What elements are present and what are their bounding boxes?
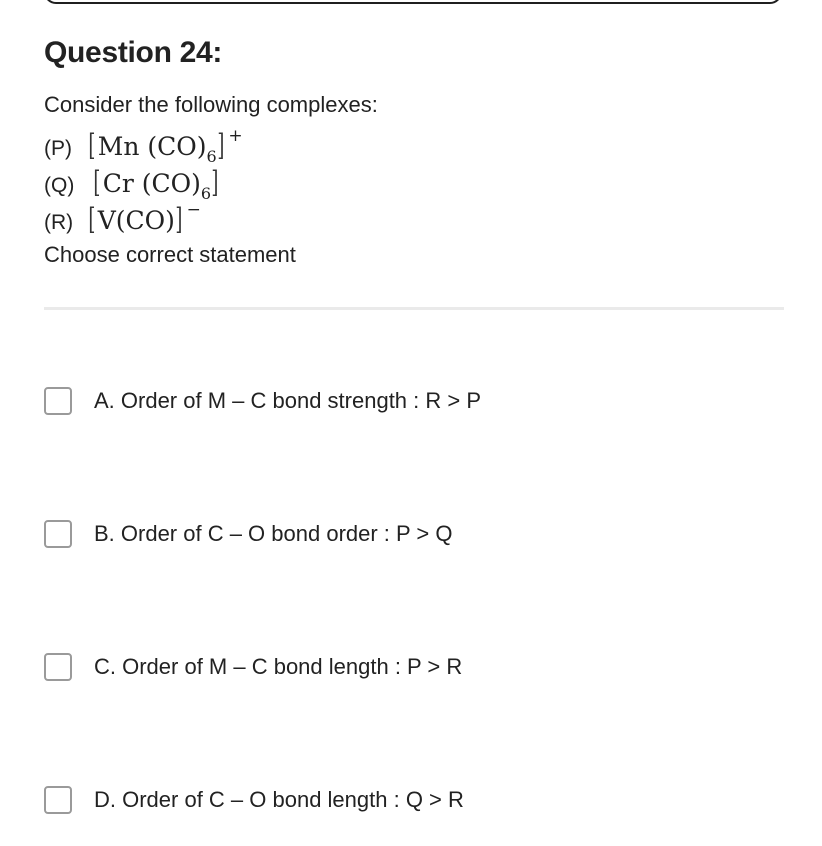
- complex-r: [44, 202, 201, 237]
- option-c[interactable]: [44, 653, 462, 681]
- question-intro: Consider the following complexes:: [44, 92, 378, 117]
- option-d-checkbox[interactable]: [44, 786, 72, 814]
- option-c-label[interactable]: C. Order of M – C bond length : P > R: [94, 654, 463, 679]
- option-c-checkbox[interactable]: [44, 653, 72, 681]
- complex-formula: [Mn $(CO)_6$] +: [88, 126, 243, 166]
- complex-p: [44, 126, 243, 166]
- previous-card-edge: [44, 0, 782, 4]
- complex-label: (Q): [44, 174, 75, 197]
- complex-formula: [V(CO)] −: [88, 200, 201, 237]
- option-b-label[interactable]: B. Order of C – O bond order : P > Q: [94, 521, 453, 546]
- option-d[interactable]: [44, 786, 464, 814]
- option-a[interactable]: [44, 387, 481, 415]
- complex-q: [44, 165, 223, 203]
- option-d-label[interactable]: D. Order of C – O bond length : Q > R: [94, 787, 464, 812]
- question-title: Question 24:: [44, 36, 223, 69]
- question-prompt: Choose correct statement: [44, 242, 296, 267]
- divider: [44, 307, 784, 310]
- complex-label: (P): [44, 137, 72, 160]
- option-b-checkbox[interactable]: [44, 520, 72, 548]
- option-b[interactable]: [44, 520, 453, 548]
- option-a-label[interactable]: A. Order of M – C bond strength : R > P: [94, 388, 482, 413]
- complex-label: (R): [44, 211, 74, 234]
- option-a-checkbox[interactable]: [44, 387, 72, 415]
- complex-formula: [Cr $(CO)_6$]: [93, 165, 219, 203]
